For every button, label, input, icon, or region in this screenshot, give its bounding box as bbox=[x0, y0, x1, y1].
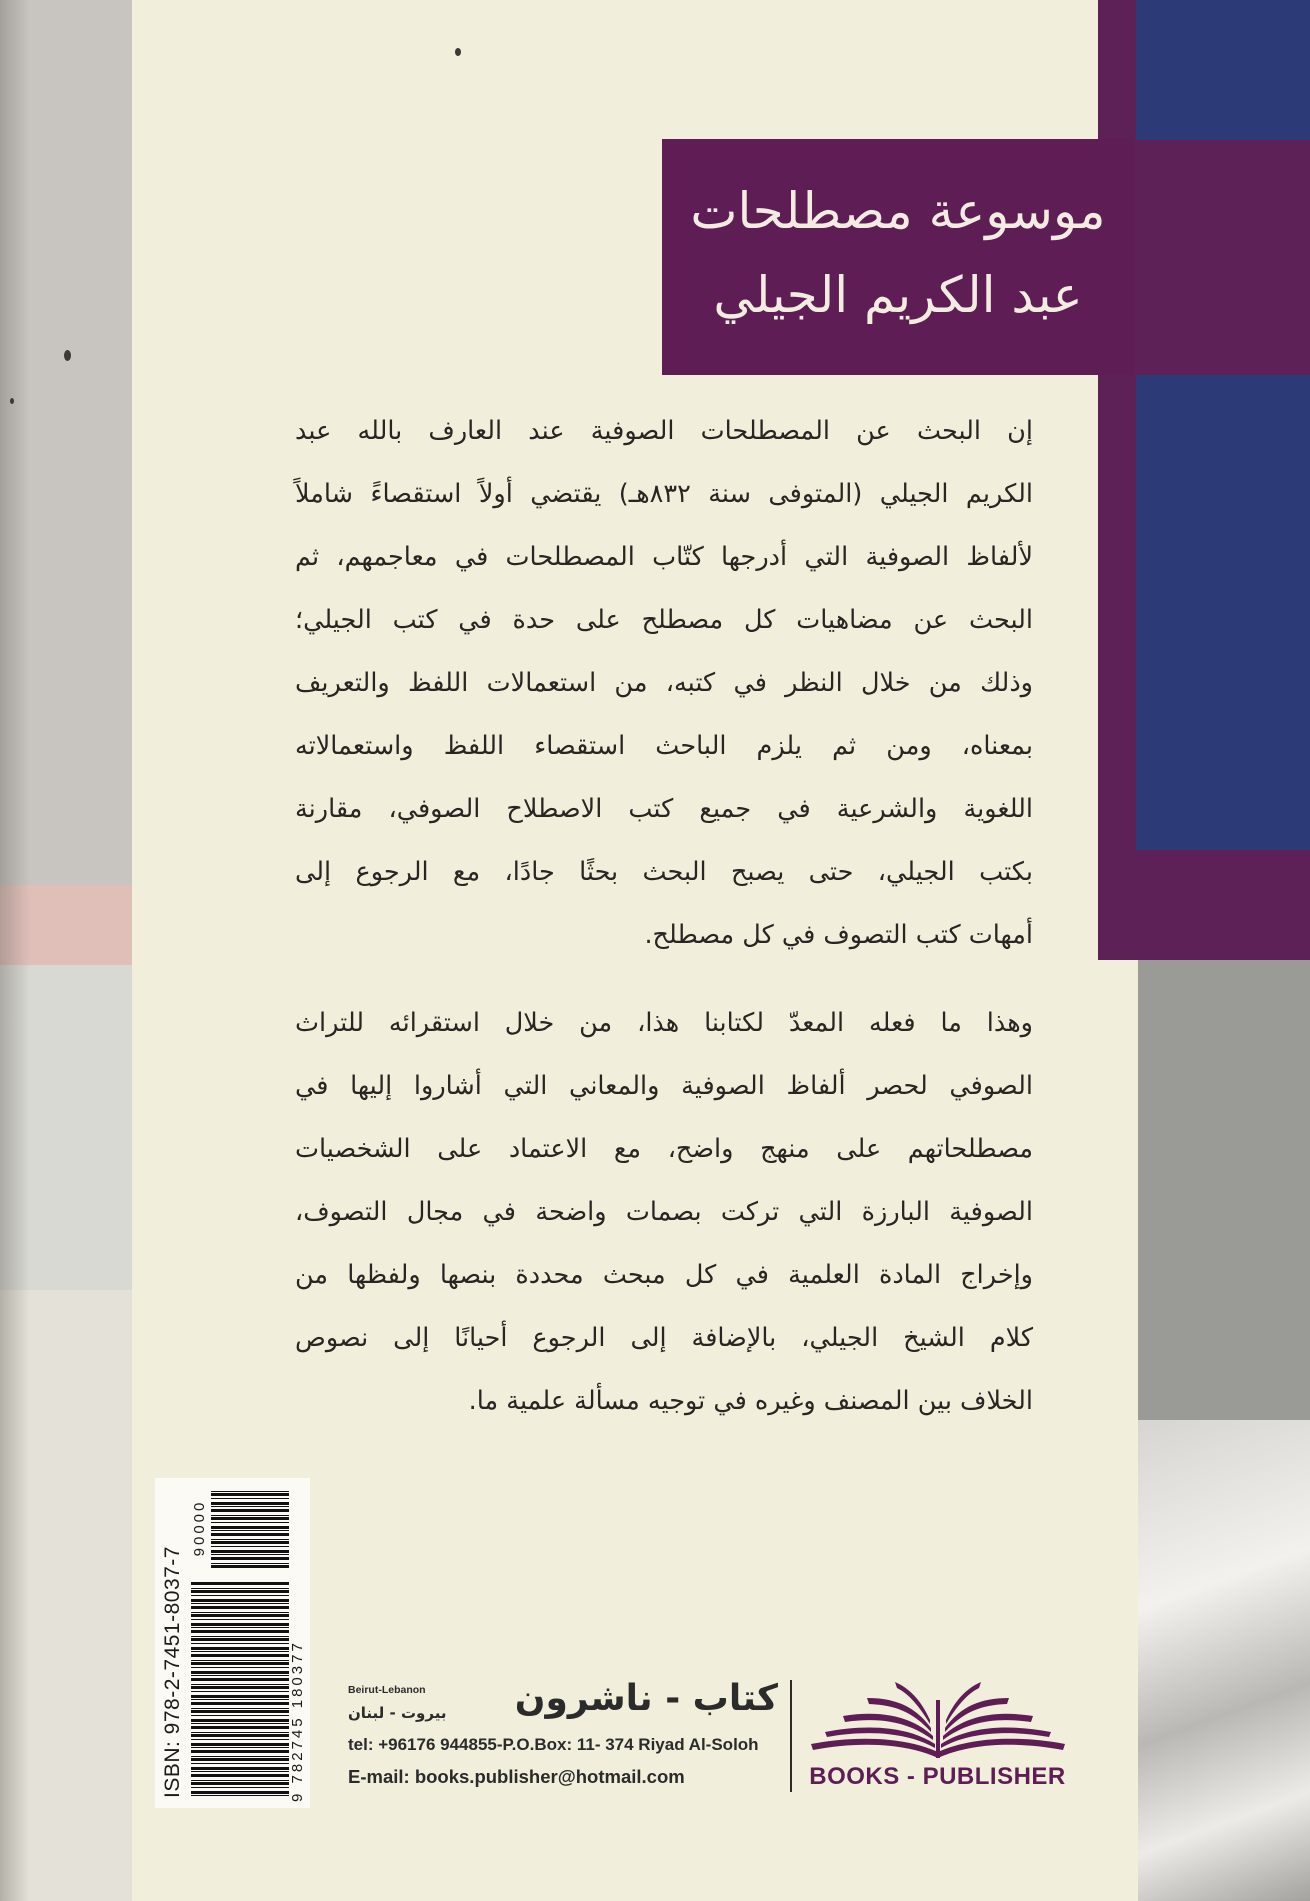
blurb-line: لألفاظ الصوفية التي أدرجها كتّاب المصطلحات في معاجمهم، ثم bbox=[295, 542, 1033, 572]
blurb-text bbox=[295, 400, 1033, 1433]
price-addon-bars bbox=[211, 1486, 289, 1570]
publisher-phone-address: tel: +96176 944855-P.O.Box: 11- 374 Riyad Al-Soloh bbox=[348, 1735, 759, 1754]
price-addon-digits: 90000 bbox=[191, 1499, 208, 1557]
blurb-line: الكريم الجيلي (المتوفى سنة ٨٣٢هـ) يقتضي أولاً استقصاءً شاملاً bbox=[295, 479, 1034, 509]
book-title-line-1: موسوعة مصطلحات bbox=[690, 182, 1106, 240]
blurb-line: إن البحث عن المصطلحات الصوفية عند العارف بالله عبد bbox=[295, 416, 1033, 446]
left-edge-photo-strip bbox=[0, 0, 132, 1901]
book-title-line-2: عبد الكريم الجيلي bbox=[713, 266, 1083, 324]
barcode-digits: 9 782745 180377 bbox=[289, 1640, 306, 1802]
blurb-line: الخلاف بين المصنف وغيره في توجيه مسألة علمية ما. bbox=[468, 1386, 1033, 1416]
isbn-number: ISBN: 978-2-7451-8037-7 bbox=[161, 1546, 184, 1798]
publisher-city-arabic: بيروت - لبنان bbox=[348, 1704, 447, 1722]
blurb-line: الصوفي لحصر ألفاظ الصوفية والمعاني التي أشاروا إليها في bbox=[295, 1071, 1033, 1101]
publisher-logo-text: BOOKS - PUBLISHER bbox=[809, 1763, 1066, 1790]
blurb-line: اللغوية والشرعية في جميع كتب الاصطلاح الصوفي، مقارنة bbox=[295, 794, 1033, 824]
isbn-barcode bbox=[155, 1478, 310, 1808]
blurb-line: وذلك من خلال النظر في كتبه، من استعمالات اللفظ والتعريف bbox=[295, 668, 1033, 698]
publisher-email: E-mail: books.publisher@hotmail.com bbox=[348, 1766, 685, 1787]
blurb-line: وإخراج المادة العلمية في كل مبحث محددة بنصها ولفظها من bbox=[295, 1260, 1033, 1290]
blurb-line: كلام الشيخ الجيلي، بالإضافة إلى الرجوع أحيانًا إلى نصوص bbox=[295, 1323, 1033, 1353]
blurb-line: أمهات كتب التصوف في كل مصطلح. bbox=[644, 920, 1033, 950]
publisher-city-english: Beirut-Lebanon bbox=[348, 1684, 426, 1696]
publisher-divider bbox=[790, 1680, 792, 1792]
publisher-name-arabic: كتاب - ناشرون bbox=[514, 1678, 778, 1719]
blurb-line: وهذا ما فعله المعدّ لكتابنا هذا، من خلال استقرائه للتراث bbox=[295, 1008, 1033, 1038]
barcode-bars bbox=[191, 1578, 289, 1798]
snow-photo bbox=[1138, 1420, 1310, 1901]
blurb-line: مصطلحاتهم على منهج واضح، مع الاعتماد على الشخصيات bbox=[295, 1134, 1033, 1164]
blurb-line: البحث عن مضاهيات كل مصطلح على حدة في كتب الجيلي؛ bbox=[295, 605, 1033, 635]
title-panel bbox=[662, 139, 1134, 375]
spine-shadow bbox=[0, 0, 30, 1901]
blurb-line: بكتب الجيلي، حتى يصبح البحث بحثًا جادًا، مع الرجوع إلى bbox=[295, 857, 1033, 887]
blurb-line: الصوفية البارزة التي تركت بصمات واضحة في مجال التصوف، bbox=[295, 1197, 1033, 1227]
open-book-logo-icon bbox=[803, 1680, 1073, 1758]
blurb-line: بمعناه، ومن ثم يلزم الباحث استقصاء اللفظ واستعمالاته bbox=[295, 731, 1033, 761]
